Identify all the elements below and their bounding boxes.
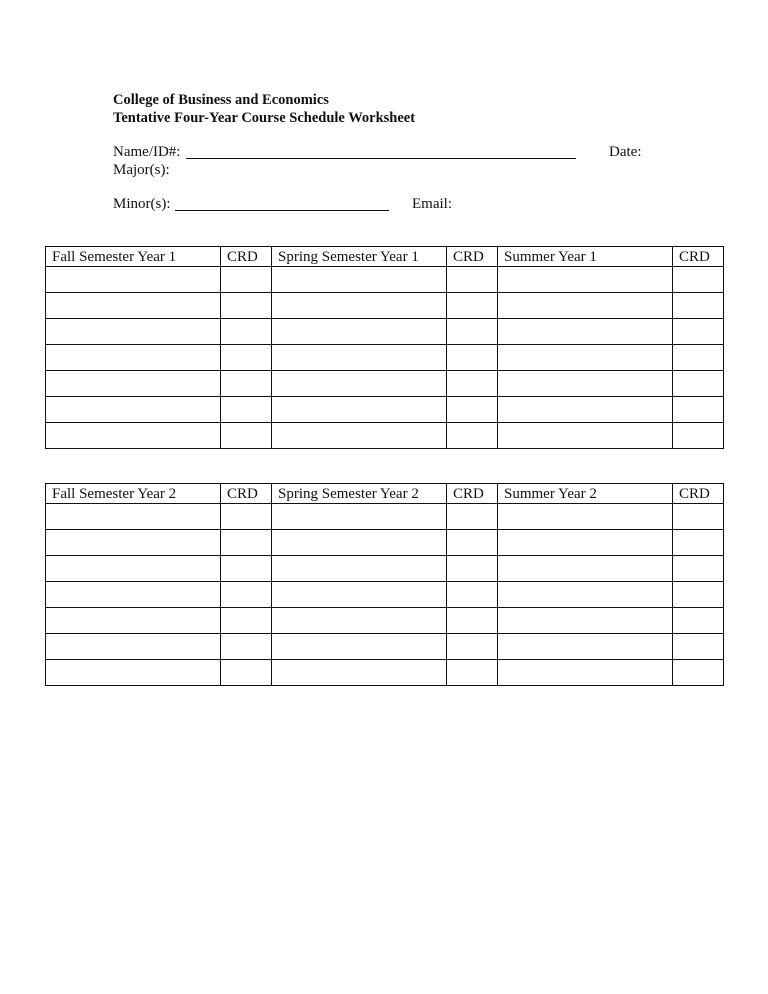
table-row [46, 397, 724, 423]
date-label: Date: [609, 144, 642, 160]
summer-course-cell[interactable] [498, 345, 673, 371]
summer-crd-cell[interactable] [673, 634, 724, 660]
column-header-crd: CRD [221, 247, 272, 267]
fall-crd-cell[interactable] [221, 660, 272, 686]
fall-course-cell[interactable] [46, 267, 221, 293]
fall-course-cell[interactable] [46, 397, 221, 423]
fall-crd-cell[interactable] [221, 293, 272, 319]
spring-crd-cell[interactable] [447, 556, 498, 582]
column-header-fall: Fall Semester Year 1 [46, 247, 221, 267]
fall-crd-cell[interactable] [221, 582, 272, 608]
spring-course-cell[interactable] [272, 371, 447, 397]
name-id-label: Name/ID#: [113, 144, 181, 160]
spring-crd-cell[interactable] [447, 504, 498, 530]
table-1-body [46, 247, 724, 449]
fall-course-cell[interactable] [46, 582, 221, 608]
summer-course-cell[interactable] [498, 267, 673, 293]
fall-course-cell[interactable] [46, 608, 221, 634]
table-row [46, 319, 724, 345]
summer-crd-cell[interactable] [673, 582, 724, 608]
spring-crd-cell[interactable] [447, 345, 498, 371]
summer-crd-cell[interactable] [673, 530, 724, 556]
summer-course-cell[interactable] [498, 319, 673, 345]
column-header-fall: Fall Semester Year 2 [46, 484, 221, 504]
fall-course-cell[interactable] [46, 634, 221, 660]
column-header-crd: CRD [673, 247, 724, 267]
spring-crd-cell[interactable] [447, 319, 498, 345]
table-row [46, 423, 724, 449]
table-2-body [46, 484, 724, 686]
major-label: Major(s): [113, 162, 170, 178]
fall-crd-cell[interactable] [221, 504, 272, 530]
column-header-summer: Summer Year 1 [498, 247, 673, 267]
spring-crd-cell[interactable] [447, 530, 498, 556]
spring-crd-cell[interactable] [447, 293, 498, 319]
schedule-table-year-2 [45, 483, 724, 686]
spring-course-cell[interactable] [272, 423, 447, 449]
table-2-header-row [46, 484, 724, 504]
summer-crd-cell[interactable] [673, 293, 724, 319]
spring-crd-cell[interactable] [447, 634, 498, 660]
spring-course-cell[interactable] [272, 397, 447, 423]
summer-crd-cell[interactable] [673, 345, 724, 371]
fall-course-cell[interactable] [46, 371, 221, 397]
summer-crd-cell[interactable] [673, 423, 724, 449]
table-row [46, 582, 724, 608]
spring-crd-cell[interactable] [447, 582, 498, 608]
fall-crd-cell[interactable] [221, 634, 272, 660]
summer-course-cell[interactable] [498, 371, 673, 397]
fall-crd-cell[interactable] [221, 530, 272, 556]
column-header-spring: Spring Semester Year 2 [272, 484, 447, 504]
table-row [46, 608, 724, 634]
table-1-header-row [46, 247, 724, 267]
fall-crd-cell[interactable] [221, 345, 272, 371]
spring-crd-cell[interactable] [447, 267, 498, 293]
spring-crd-cell[interactable] [447, 371, 498, 397]
column-header-summer: Summer Year 2 [498, 484, 673, 504]
summer-crd-cell[interactable] [673, 660, 724, 686]
summer-crd-cell[interactable] [673, 556, 724, 582]
fall-course-cell[interactable] [46, 530, 221, 556]
schedule-table-year-1 [45, 246, 724, 449]
fall-course-cell[interactable] [46, 556, 221, 582]
table-row [46, 634, 724, 660]
summer-course-cell[interactable] [498, 608, 673, 634]
fall-course-cell[interactable] [46, 319, 221, 345]
spring-crd-cell[interactable] [447, 660, 498, 686]
fall-crd-cell[interactable] [221, 608, 272, 634]
fall-crd-cell[interactable] [221, 267, 272, 293]
table-row [46, 345, 724, 371]
spring-course-cell[interactable] [272, 582, 447, 608]
table-row [46, 504, 724, 530]
table-row [46, 371, 724, 397]
summer-course-cell[interactable] [498, 397, 673, 423]
minor-label: Minor(s): [113, 196, 171, 212]
summer-crd-cell[interactable] [673, 267, 724, 293]
column-header-crd: CRD [447, 484, 498, 504]
summer-course-cell[interactable] [498, 582, 673, 608]
column-header-crd: CRD [447, 247, 498, 267]
spring-course-cell[interactable] [272, 345, 447, 371]
spring-course-cell[interactable] [272, 267, 447, 293]
email-label: Email: [412, 196, 452, 212]
column-header-crd: CRD [221, 484, 272, 504]
spring-course-cell[interactable] [272, 634, 447, 660]
spring-course-cell[interactable] [272, 293, 447, 319]
college-title: College of Business and Economics [113, 92, 329, 108]
fall-course-cell[interactable] [46, 345, 221, 371]
table-row [46, 293, 724, 319]
fall-course-cell[interactable] [46, 423, 221, 449]
column-header-spring: Spring Semester Year 1 [272, 247, 447, 267]
summer-crd-cell[interactable] [673, 504, 724, 530]
fall-crd-cell[interactable] [221, 371, 272, 397]
summer-course-cell[interactable] [498, 556, 673, 582]
fall-crd-cell[interactable] [221, 423, 272, 449]
spring-crd-cell[interactable] [447, 423, 498, 449]
minor-field[interactable] [175, 210, 389, 211]
spring-course-cell[interactable] [272, 530, 447, 556]
summer-course-cell[interactable] [498, 293, 673, 319]
fall-course-cell[interactable] [46, 293, 221, 319]
fall-crd-cell[interactable] [221, 556, 272, 582]
fall-course-cell[interactable] [46, 504, 221, 530]
table-row [46, 530, 724, 556]
spring-crd-cell[interactable] [447, 397, 498, 423]
spring-course-cell[interactable] [272, 660, 447, 686]
summer-course-cell[interactable] [498, 504, 673, 530]
summer-crd-cell[interactable] [673, 319, 724, 345]
summer-crd-cell[interactable] [673, 397, 724, 423]
spring-course-cell[interactable] [272, 504, 447, 530]
summer-course-cell[interactable] [498, 660, 673, 686]
fall-crd-cell[interactable] [221, 397, 272, 423]
worksheet-title: Tentative Four-Year Course Schedule Worksheet [113, 110, 416, 126]
summer-crd-cell[interactable] [673, 608, 724, 634]
spring-course-cell[interactable] [272, 608, 447, 634]
spring-crd-cell[interactable] [447, 608, 498, 634]
spring-course-cell[interactable] [272, 556, 447, 582]
document-header [113, 91, 415, 127]
table-row [46, 660, 724, 686]
summer-course-cell[interactable] [498, 634, 673, 660]
fall-crd-cell[interactable] [221, 319, 272, 345]
fall-course-cell[interactable] [46, 660, 221, 686]
spring-course-cell[interactable] [272, 319, 447, 345]
table-row [46, 267, 724, 293]
column-header-crd: CRD [673, 484, 724, 504]
summer-crd-cell[interactable] [673, 371, 724, 397]
name-id-field[interactable] [186, 158, 576, 159]
summer-course-cell[interactable] [498, 530, 673, 556]
table-row [46, 556, 724, 582]
summer-course-cell[interactable] [498, 423, 673, 449]
